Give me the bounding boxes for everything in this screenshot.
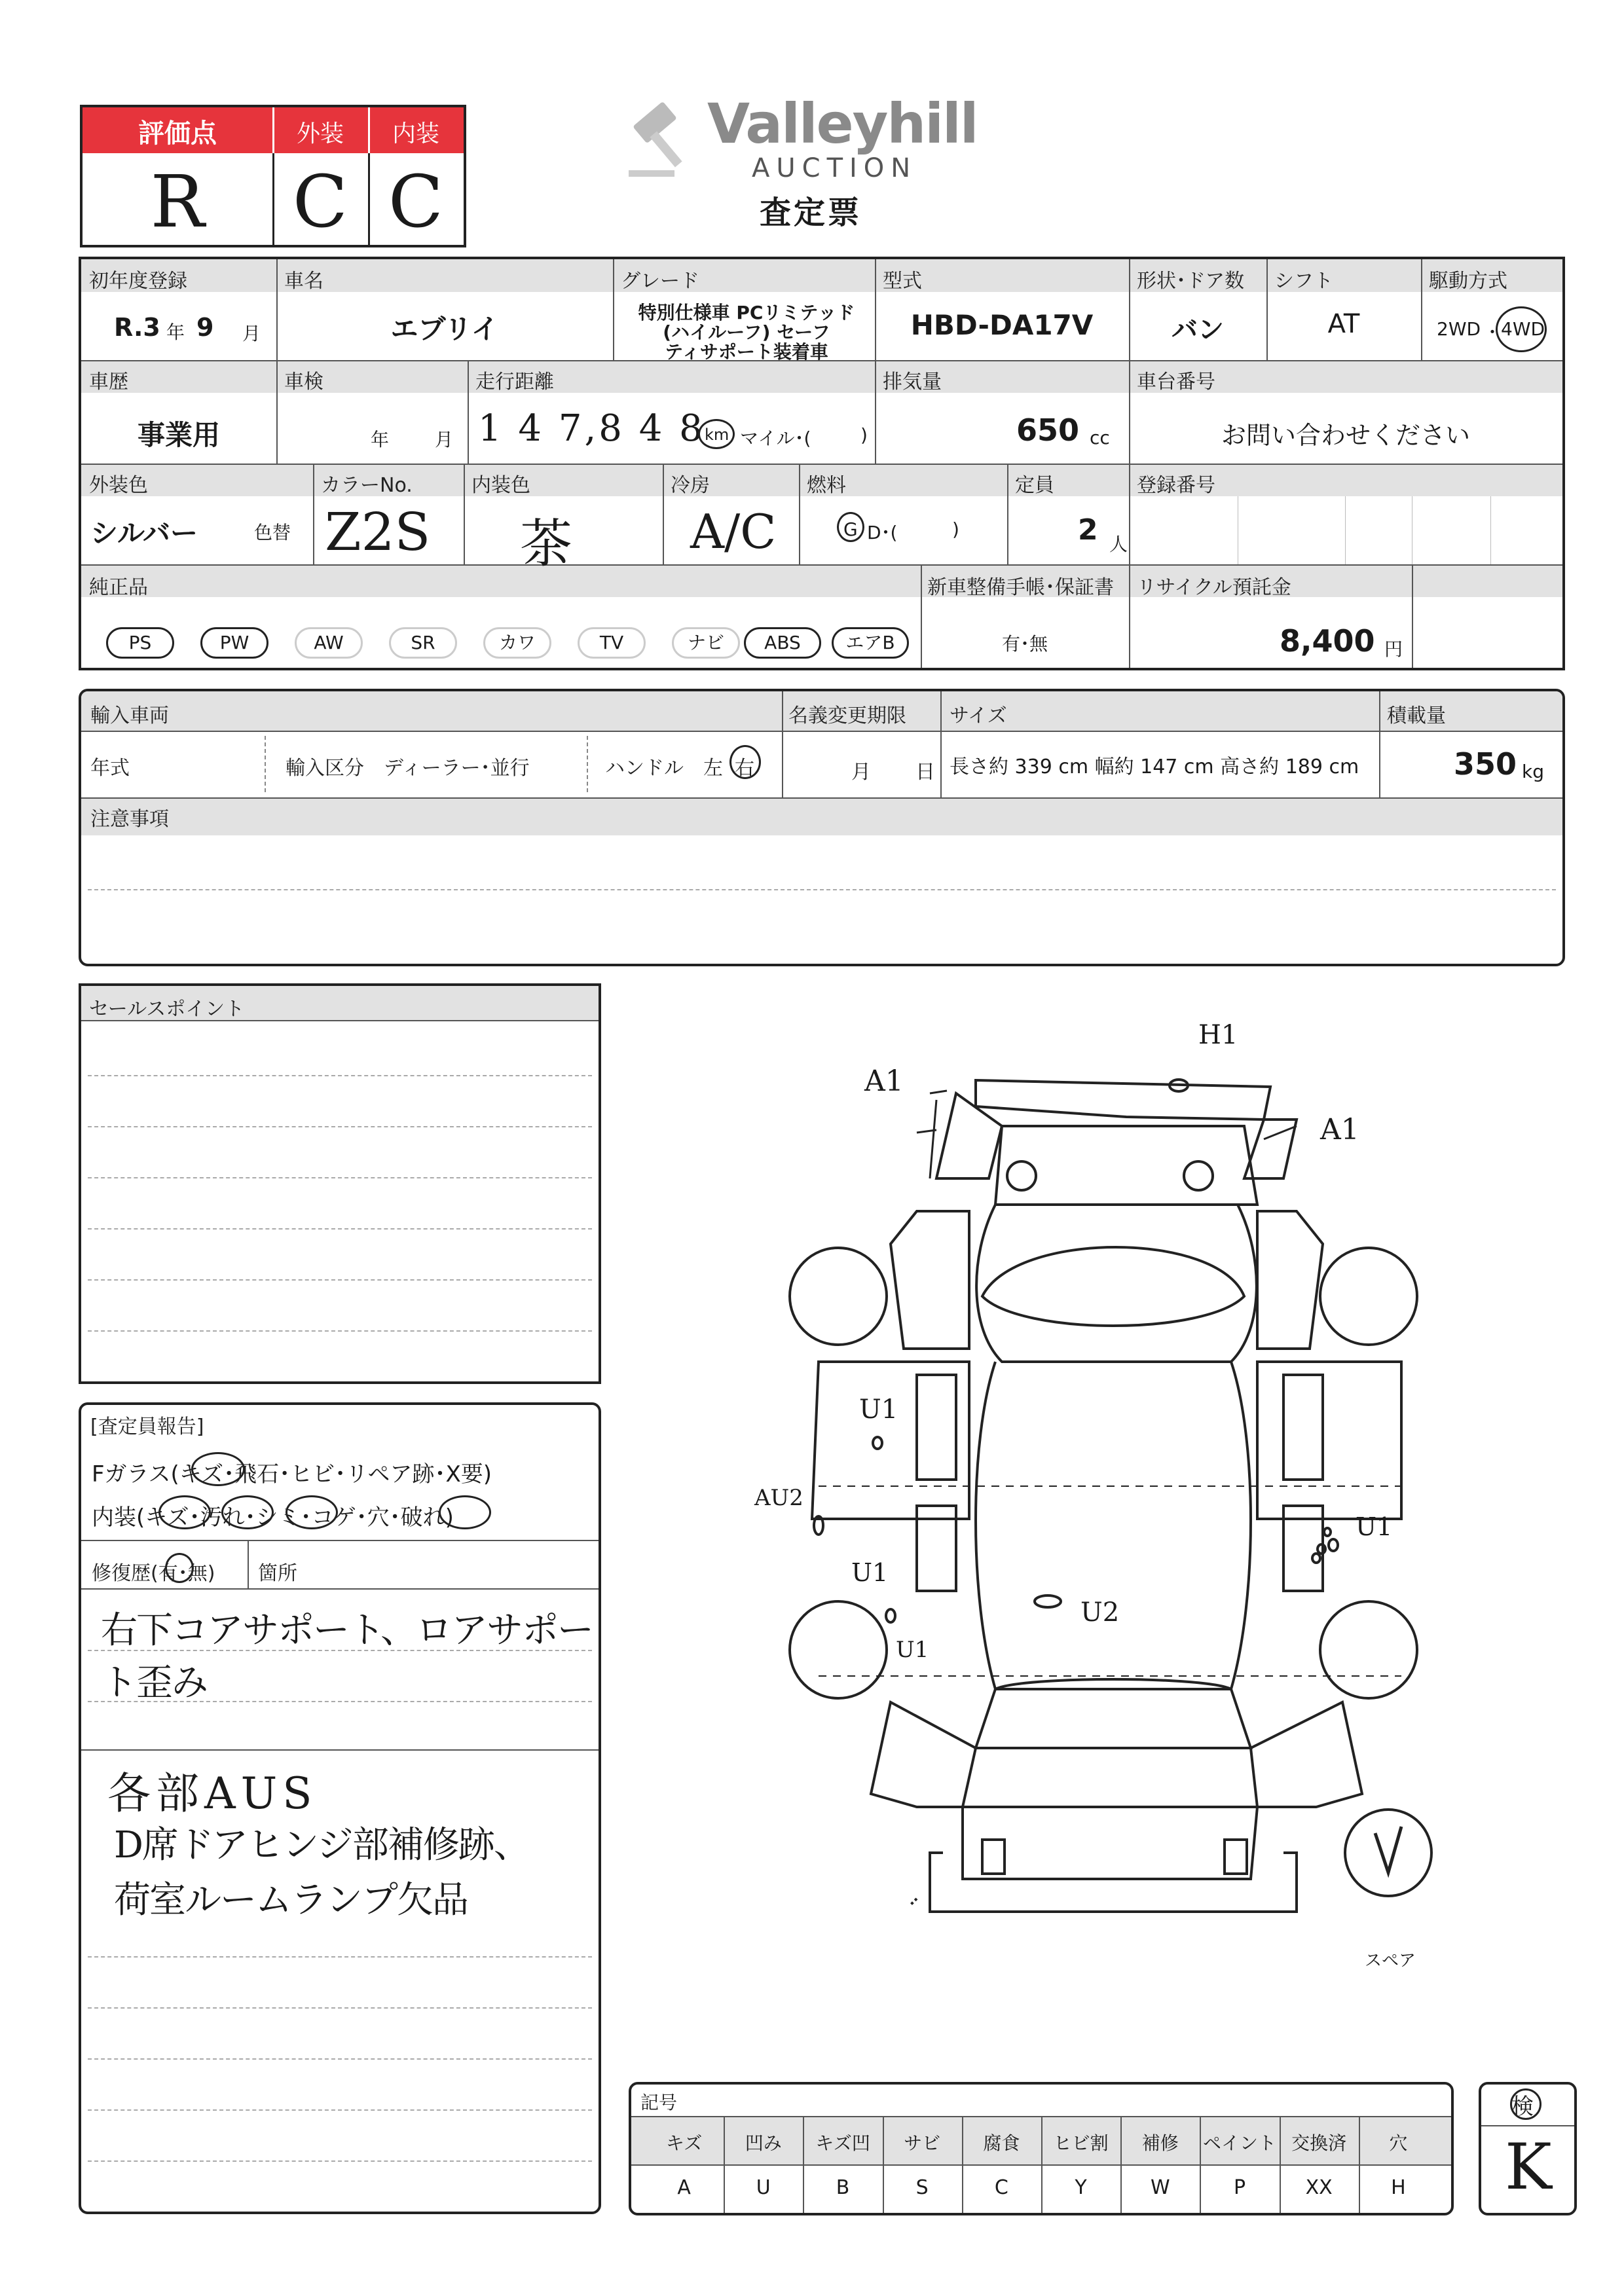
ext-color-label: 外装色 <box>89 474 148 497</box>
first-reg-month-unit: 月 <box>242 323 261 344</box>
mark-u1-rear: U1 <box>896 1637 929 1663</box>
history-label: 車歴 <box>89 371 128 393</box>
legend-code: XX <box>1305 2176 1333 2199</box>
legend-divider <box>1200 2116 1201 2213</box>
vehicle-info-table: 初年度登録 車名 グレード 型式 形状･ドア数 シフト 駆動方式 R.3 年 9 月 エブリイ 特別仕様車 PCリミテッド (ハイルーフ) セーフ ティサポート装着車 HBD-DA17V バン AT 2WD ･ 4WD 車歴 車検 走行距離 排気量 車台番号 事業用 年 月 1 4 7,8 4 8 km マイル･( ) 650 cc お問い合わせください 外装色 カラーNo. 内装色 冷房 燃料 定員 登録番号 シルバー 色替 Z2S 茶 A/C G D･( ) 2 人 純正品 新車整備手帳･保証書 リサイクル預託金 PS PW AW SR カワ TV ナビ ABS エアB 有･無 8,400 円 <box>79 257 1565 670</box>
legend-name: 交換済 <box>1291 2132 1347 2154</box>
legend-divider <box>1359 2116 1360 2213</box>
option-pw: PW <box>200 627 268 659</box>
mark-u2: U2 <box>1080 1597 1120 1628</box>
drive-label: 駆動方式 <box>1429 270 1507 293</box>
mark-au2: AU2 <box>754 1485 803 1511</box>
ac: A/C <box>690 504 777 559</box>
chassis-no: お問い合わせください <box>1221 421 1470 450</box>
legend-box <box>629 2082 1454 2215</box>
legend-name: キズ <box>665 2132 703 2154</box>
mark-u1-left: U1 <box>859 1394 898 1425</box>
chassis-label: 車台番号 <box>1137 371 1215 393</box>
car-name-label: 車名 <box>284 270 323 293</box>
fuel-rest: D･( <box>867 522 898 543</box>
legend-label: 記号 <box>640 2092 678 2113</box>
note-line2: D席ドアヒンジ部補修跡、 <box>114 1824 529 1867</box>
color-no-label: カラーNo. <box>321 474 413 497</box>
legend-code: P <box>1233 2176 1246 2199</box>
mark-u1-right: U1 <box>1356 1512 1393 1541</box>
handle: ハンドル 左 <box>605 757 723 780</box>
legend-name: サビ <box>904 2132 941 2154</box>
legend-name: 腐食 <box>983 2132 1020 2154</box>
manual-value: 有･無 <box>1001 633 1048 655</box>
history: 事業用 <box>137 419 220 451</box>
car-name: エブリイ <box>390 313 499 345</box>
first-reg-era: R.3 <box>114 313 160 342</box>
model-label: 型式 <box>883 270 922 293</box>
legend-code: A <box>677 2176 691 2199</box>
name-change-label: 名義変更期限 <box>788 704 906 727</box>
handle-right: 右 <box>735 757 754 780</box>
legend-divider <box>803 2116 804 2213</box>
displacement-label: 排気量 <box>883 371 942 393</box>
option-abs: ABS <box>744 627 821 659</box>
int-color-label: 内装色 <box>471 474 530 497</box>
int-header: 内装 <box>392 120 439 147</box>
legend-code: Y <box>1075 2176 1087 2199</box>
sales-point-box <box>79 983 601 1384</box>
legend-name: 補修 <box>1141 2132 1179 2154</box>
cc-unit: cc <box>1090 427 1110 448</box>
notes-label: 注意事項 <box>90 808 169 831</box>
repair-note: 右下コアサポート、ロアサポート歪み <box>101 1609 593 1704</box>
first-reg-month: 9 <box>196 313 214 342</box>
legend-divider <box>883 2116 884 2213</box>
legend-name: キズ凹 <box>815 2132 870 2154</box>
gavel-logo-icon <box>629 92 707 183</box>
option-navi: ナビ <box>672 627 740 659</box>
displacement: 650 <box>1016 412 1080 448</box>
option-sr: SR <box>389 627 457 659</box>
drive-4wd: 4WD <box>1501 318 1545 340</box>
model: HBD-DA17V <box>910 309 1094 341</box>
insp-month-unit: 月 <box>435 429 454 450</box>
shape: バン <box>1172 315 1224 345</box>
legend-code: U <box>756 2176 771 2199</box>
inspection-mark-box <box>1479 2082 1577 2215</box>
inspector-label: [査定員報告] <box>90 1415 204 1438</box>
option-aw: AW <box>295 627 363 659</box>
mileage-label: 走行距離 <box>475 371 554 393</box>
inspector-report-box <box>79 1402 601 2214</box>
mileage: 1 4 7,8 4 8 <box>478 407 705 450</box>
location-label: 箇所 <box>258 1562 297 1585</box>
capacity: 2 <box>1078 513 1098 547</box>
brand-sub: AUCTION <box>752 153 917 183</box>
legend-divider <box>962 2116 963 2213</box>
score-value: R <box>150 160 205 244</box>
fuel-g: G <box>843 519 858 540</box>
import-box <box>79 689 1565 966</box>
shape-label: 形状･ドア数 <box>1137 270 1245 293</box>
legend-name: ヒビ割 <box>1053 2132 1109 2154</box>
spare-mark <box>1370 1832 1403 1886</box>
size-label: サイズ <box>950 704 1007 727</box>
legend-code: B <box>836 2176 850 2199</box>
capacity-label: 定員 <box>1015 474 1054 497</box>
int-color: 茶 <box>520 513 572 574</box>
legend-name: 穴 <box>1389 2132 1408 2154</box>
interior-line: 内装(キズ･汚れ･シミ･コゲ･穴･破れ) <box>92 1504 454 1531</box>
note-line1: 各部AUS <box>107 1768 318 1819</box>
inspection-label: 検 <box>1511 2094 1534 2120</box>
grade-line2: (ハイルーフ) セーフ <box>663 321 830 343</box>
sales-label: セールスポイント <box>89 998 245 1021</box>
mark-h1: H1 <box>1198 1020 1238 1050</box>
handle-right-circle <box>729 745 761 779</box>
first-reg-year-unit: 年 <box>166 321 185 343</box>
legend-divider <box>1041 2116 1043 2213</box>
legend-code: S <box>915 2176 929 2199</box>
recycle-label: リサイクル預託金 <box>1137 576 1291 599</box>
import-class: 輸入区分 ディーラー･並行 <box>286 757 530 780</box>
shift: AT <box>1327 309 1360 339</box>
nc-day: 日 <box>915 761 935 784</box>
ext-header: 外装 <box>296 120 344 147</box>
mile-close: ) <box>860 424 868 446</box>
ext-color: シルバー <box>90 517 198 549</box>
shift-label: シフト <box>1274 270 1333 293</box>
first-reg-label: 初年度登録 <box>89 270 187 293</box>
km-unit: km <box>705 426 729 444</box>
inspection-mark: K <box>1505 2130 1552 2204</box>
legend-divider <box>1120 2116 1122 2213</box>
reg-no-label: 登録番号 <box>1137 474 1215 497</box>
fuel-g-circle <box>837 512 864 542</box>
glass-line: Fガラス(キズ･飛石･ヒビ･リペア跡･X要) <box>92 1461 492 1487</box>
grade-line1: 特別仕様車 PCリミテッド <box>638 302 855 323</box>
legend-divider <box>724 2116 725 2213</box>
option-leather: カワ <box>483 627 551 659</box>
load-unit: kg <box>1522 761 1544 782</box>
year-label: 年式 <box>90 757 130 780</box>
legend-code: W <box>1150 2176 1170 2199</box>
ext-value: C <box>292 160 348 244</box>
spare-label: スペア <box>1365 1951 1416 1971</box>
genuine-label: 純正品 <box>89 576 148 599</box>
mark-a1-right: A1 <box>1320 1113 1359 1146</box>
option-tv: TV <box>578 627 646 659</box>
mile-unit: マイル･( <box>740 428 811 449</box>
size-text: 長さ約 339 cm 幅約 147 cm 高さ約 189 cm <box>950 756 1359 778</box>
km-circle <box>698 419 735 449</box>
legend-name: 凹み <box>745 2132 782 2154</box>
option-ps: PS <box>106 627 174 659</box>
int-value: C <box>388 160 444 244</box>
insp-year-unit: 年 <box>371 429 390 450</box>
car-diagram <box>720 1021 1480 1977</box>
load-label: 積載量 <box>1387 704 1446 727</box>
drive-2wd: 2WD <box>1437 318 1481 340</box>
legend-code: H <box>1391 2176 1406 2199</box>
legend-code: C <box>994 2176 1008 2199</box>
score-header: 評価点 <box>138 118 217 149</box>
load-value: 350 <box>1454 746 1517 782</box>
repair-label: 修復歴(有･無) <box>92 1562 215 1585</box>
option-airbag: エアB <box>832 627 909 659</box>
yen-unit: 円 <box>1384 638 1403 660</box>
inspection-label: 車検 <box>284 371 323 393</box>
ac-label: 冷房 <box>671 474 710 497</box>
manual-label: 新車整備手帳･保証書 <box>927 576 1114 599</box>
rating-box <box>80 105 466 247</box>
fuel-label: 燃料 <box>807 474 846 497</box>
mark-u1-side: U1 <box>851 1558 889 1587</box>
legend-divider <box>1280 2116 1281 2213</box>
brand-name: Valleyhill <box>707 92 978 156</box>
sheet-title: 査定票 <box>760 194 862 231</box>
mark-a1-left: A1 <box>864 1065 904 1098</box>
drive-4wd-circle <box>1496 306 1547 352</box>
import-label: 輸入車両 <box>90 704 169 727</box>
repaint: 色替 <box>254 522 291 543</box>
grade-label: グレード <box>621 270 699 293</box>
legend-name: ペイント <box>1202 2132 1276 2154</box>
grade-line3: ティサポート装着車 <box>665 341 828 363</box>
fuel-close: ) <box>952 519 959 540</box>
note-line3: 荷室ルームランプ欠品 <box>114 1879 468 1922</box>
capacity-unit: 人 <box>1109 534 1128 555</box>
color-no: Z2S <box>325 501 431 562</box>
nc-month: 月 <box>851 761 871 784</box>
recycle-fee: 8,400 <box>1280 623 1375 659</box>
